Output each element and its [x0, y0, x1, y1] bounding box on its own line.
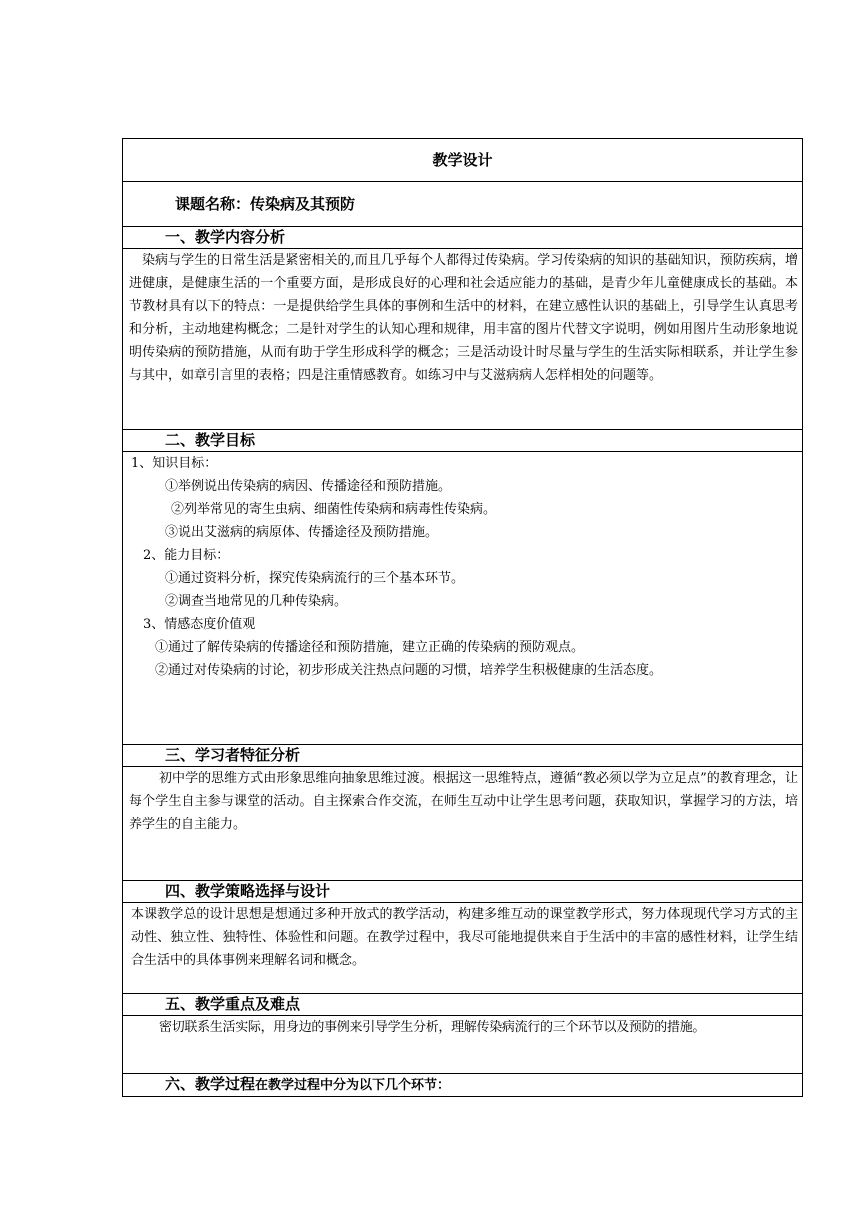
section-body-learner-analysis — [123, 767, 803, 881]
process-note: 在教学过程中分为以下几个环节： — [255, 1078, 451, 1093]
content-analysis-text: 染病与学生的日常生活是紧密相关的,而且几乎每个人都得过传染病。学习传染病的知识的基础知识，预防疾病，增进健康，是健康生活的一个重要方面，是形成良好的心理和社会适应能力的基础，是青少年儿童健康成长的基础。本节教材具有以下的特点：一是提供给学生具体的事例和生活中的材料，在建立感性认识的基础上，引导学生认真思考和分析，主动地建构概念；二是针对学生的认知心理和规律，用丰富的图片代替文字说明，例如用图片生动形象地说明传染病的预防措施，从而有助于学生形成科学的概念；三是活动设计时尽量与学生的生活实际相联系，并让学生参与其中，如章引言里的表格；四是注重情感教育。如练习中与艾滋病病人怎样相处的问题等。 — [129, 253, 798, 383]
key-points-text: 密切联系生活实际，用身边的事例来引导学生分析，理解传染病流行的三个环节以及预防的措施。 — [159, 1020, 706, 1035]
section-heading-objectives: 二、教学目标 — [123, 430, 803, 452]
objective-line: 2、能力目标： — [143, 548, 230, 563]
objective-line: ①举例说出传染病的病因、传播途径和预防措施。 — [165, 479, 452, 494]
section-heading-content-analysis: 一、教学内容分析 — [123, 227, 803, 249]
section-heading-process — [123, 1074, 803, 1097]
objective-line: ②列举常见的寄生虫病、细菌性传染病和病毒性传染病。 — [171, 502, 497, 517]
objective-line: ②通过对传染病的讨论，初步形成关注热点问题的习惯，培养学生积极健康的生活态度。 — [155, 663, 663, 678]
objective-line: 1、知识目标： — [131, 456, 218, 471]
document-title: 教学设计 — [123, 139, 803, 182]
section-body-strategy — [123, 903, 803, 994]
course-name: 传染病及其预防 — [250, 194, 356, 213]
section-body-objectives — [123, 452, 803, 745]
strategy-text: 本课教学总的设计思想是想通过多种开放式的教学活动，构建多维互动的课堂教学形式，努力体现现代学习方式的主动性、独立性、独特性、体验性和问题。在教学过程中，我尽可能地提供来自于生活中的丰富的感性材料，让学生结合生活中的具体事例来理解名词和概念。 — [131, 907, 798, 968]
section-heading-learner-analysis: 三、学习者特征分析 — [123, 745, 803, 767]
course-title-cell — [123, 182, 803, 227]
process-heading: 六、教学过程 — [165, 1075, 256, 1093]
objective-line: ③说出艾滋病的病原体、传播途径及预防措施。 — [165, 525, 439, 540]
objective-line: ①通过了解传染病的传播途径和预防措施，建立正确的传染病的预防观点。 — [155, 640, 585, 655]
section-body-content-analysis — [123, 249, 803, 430]
objective-line: 3、情感态度价值观 — [143, 617, 256, 632]
section-heading-strategy: 四、教学策略选择与设计 — [123, 881, 803, 903]
objective-line: ①通过资料分析，探究传染病流行的三个基本环节。 — [165, 571, 465, 586]
section-body-key-points — [123, 1016, 803, 1074]
objective-line: ②调查当地常见的几种传染病。 — [165, 594, 348, 609]
lesson-plan-table — [122, 138, 803, 1097]
section-heading-key-points: 五、教学重点及难点 — [123, 994, 803, 1016]
learner-analysis-text: 初中学的思维方式由形象思维向抽象思维过渡。根据这一思维特点，遵循“教必须以学为立足点”的教育理念，让每个学生自主参与课堂的活动。自主探索合作交流，在师生互动中让学生思考问题，获取知识，掌握学习的方法，培养学生的自主能力。 — [129, 771, 798, 832]
course-label: 课题名称： — [175, 194, 251, 213]
